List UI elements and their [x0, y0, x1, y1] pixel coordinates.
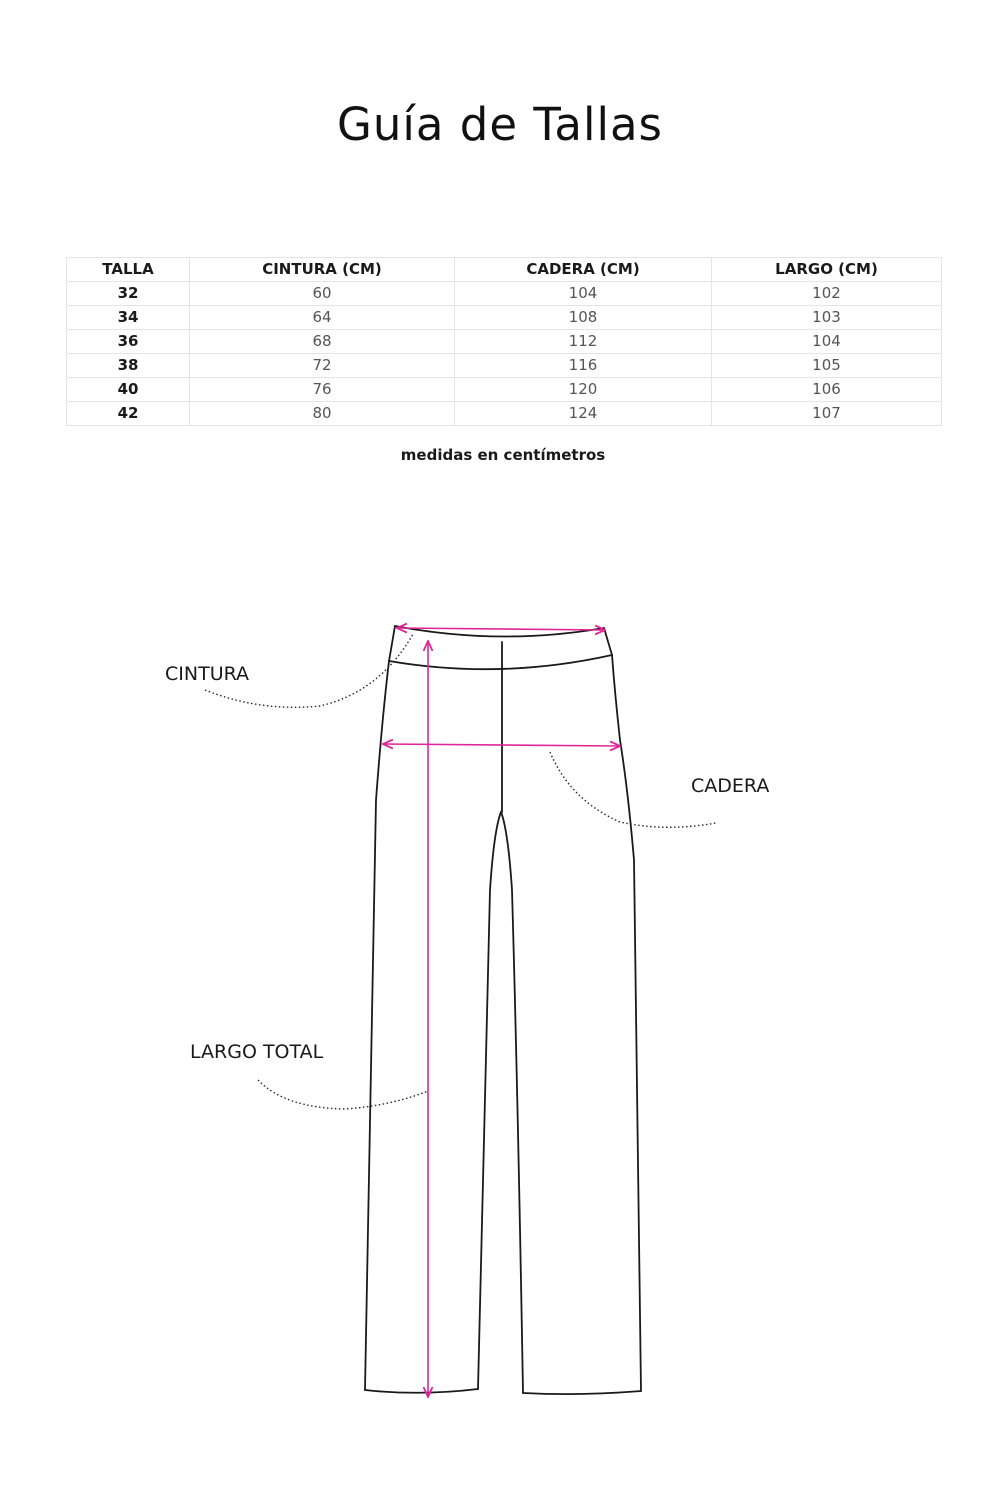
- length-cell: 102: [712, 282, 942, 306]
- size-cell: 34: [67, 306, 190, 330]
- waist-cell: 80: [190, 402, 455, 426]
- pants-outline: [365, 626, 641, 1394]
- label-hip: CADERA: [691, 775, 770, 797]
- hip-cell: 112: [455, 330, 712, 354]
- hip-measure-line: [384, 744, 619, 746]
- page-title: Guía de Tallas: [337, 98, 663, 151]
- hip-cell: 108: [455, 306, 712, 330]
- hip-cell: 116: [455, 354, 712, 378]
- measurement-note: medidas en centímetros: [400, 446, 606, 464]
- waist-cell: 60: [190, 282, 455, 306]
- size-cell: 38: [67, 354, 190, 378]
- length-cell: 103: [712, 306, 942, 330]
- length-cell: 105: [712, 354, 942, 378]
- right-hem: [523, 1391, 641, 1394]
- size-cell: 36: [67, 330, 190, 354]
- left-hem: [365, 1389, 478, 1393]
- hip-cell: 104: [455, 282, 712, 306]
- left-inner-seam: [478, 812, 501, 1389]
- waist-measure-line: [398, 628, 604, 630]
- waistband-right: [604, 628, 612, 655]
- waist-cell: 72: [190, 354, 455, 378]
- waist-cell: 64: [190, 306, 455, 330]
- hip-cell: 124: [455, 402, 712, 426]
- right-inner-seam: [501, 812, 523, 1393]
- left-outer-seam: [365, 661, 389, 1390]
- length-leader: [258, 1080, 428, 1109]
- label-waist: CINTURA: [165, 663, 250, 685]
- size-cell: 40: [67, 378, 190, 402]
- waistband-left: [389, 626, 395, 661]
- right-outer-seam: [612, 655, 641, 1391]
- header-hip: CADERA (CM): [455, 258, 712, 282]
- length-cell: 104: [712, 330, 942, 354]
- waist-cell: 68: [190, 330, 455, 354]
- size-cell: 32: [67, 282, 190, 306]
- size-cell: 42: [67, 402, 190, 426]
- waistband-bottom: [389, 655, 612, 669]
- header-size: TALLA: [67, 258, 190, 282]
- hip-cell: 120: [455, 378, 712, 402]
- header-length: LARGO (CM): [712, 258, 942, 282]
- header-waist: CINTURA (CM): [190, 258, 455, 282]
- leader-lines: [205, 634, 716, 1109]
- length-cell: 107: [712, 402, 942, 426]
- label-length: LARGO TOTAL: [190, 1041, 324, 1063]
- length-cell: 106: [712, 378, 942, 402]
- waist-cell: 76: [190, 378, 455, 402]
